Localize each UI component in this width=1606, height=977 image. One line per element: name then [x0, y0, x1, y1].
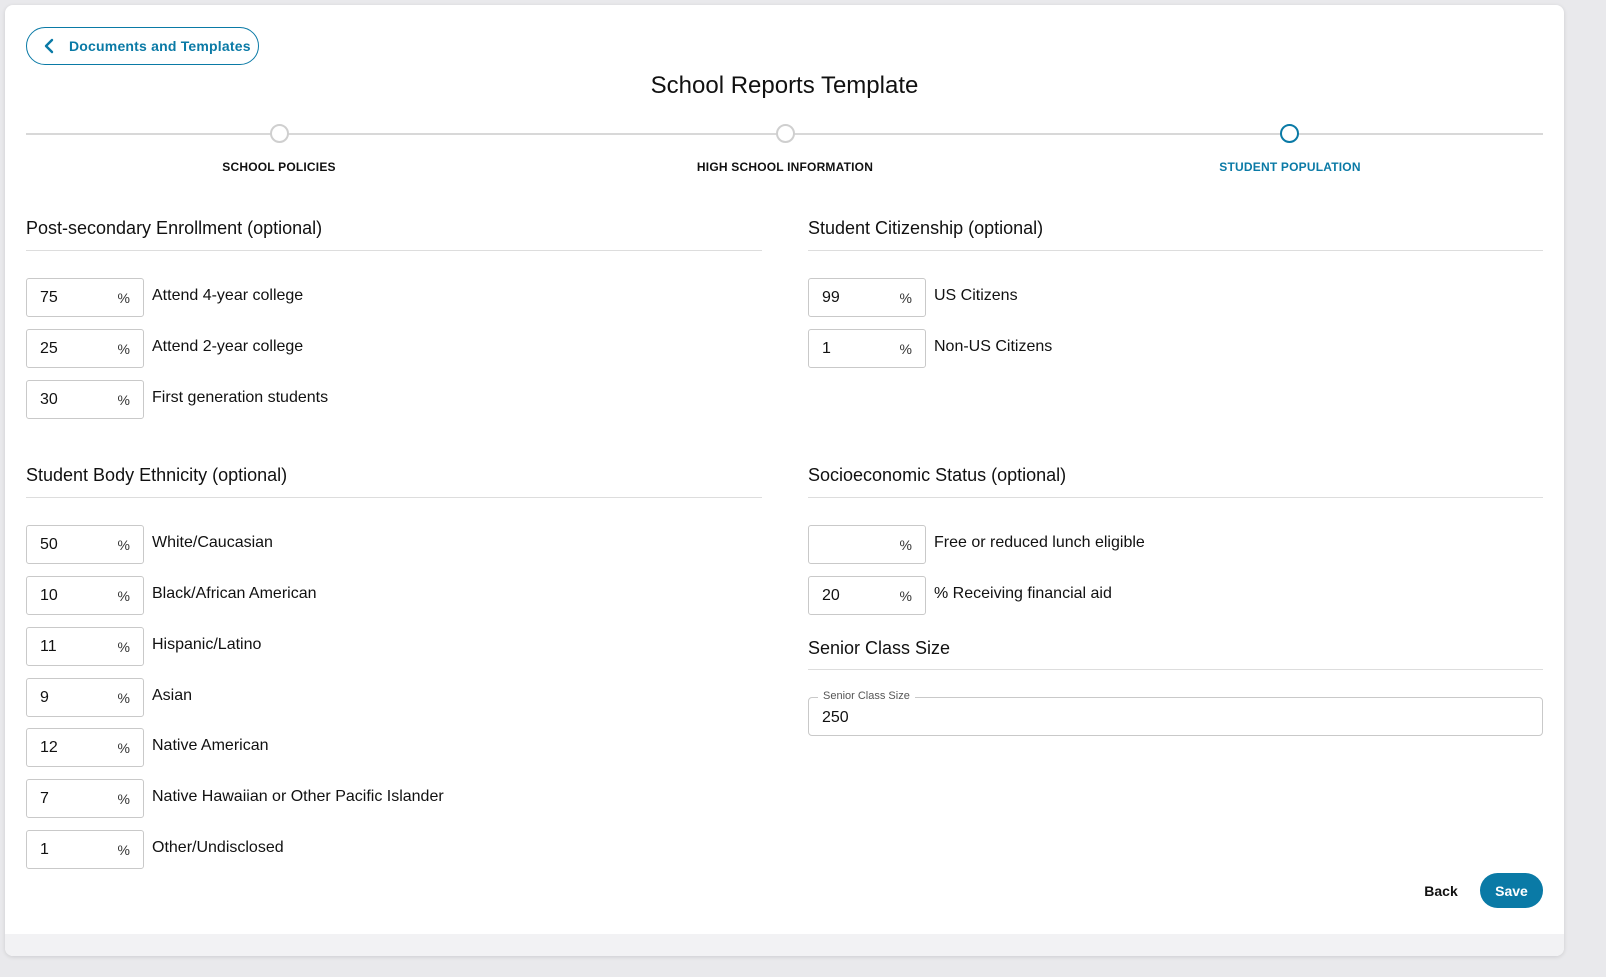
- other-undisclosed-input[interactable]: [26, 830, 144, 869]
- pct-row: [26, 779, 444, 818]
- percent-sign: %: [117, 340, 130, 357]
- back-link-label: Documents and Templates: [69, 38, 251, 54]
- socioeconomic-title: Socioeconomic Status (optional): [808, 465, 1067, 485]
- first-generation-input[interactable]: [26, 380, 144, 419]
- step-label-high-school-information[interactable]: HIGH SCHOOL INFORMATION: [696, 160, 874, 174]
- free-reduced-lunch-input[interactable]: [808, 525, 926, 564]
- percent-sign: %: [117, 536, 130, 553]
- percent-sign: %: [117, 587, 130, 604]
- row-label: Native Hawaiian or Other Pacific Islander: [152, 787, 444, 805]
- row-label: US Citizens: [934, 286, 1018, 304]
- pct-row: [26, 627, 261, 666]
- black-african-american-input[interactable]: [26, 576, 144, 615]
- senior-class-size-value: 250: [822, 709, 849, 726]
- pct-row: [26, 576, 317, 615]
- input-value: 1: [822, 339, 831, 357]
- white-caucasian-input[interactable]: [26, 525, 144, 564]
- row-label: Asian: [152, 686, 193, 704]
- input-value: 50: [40, 535, 58, 553]
- native-american-input[interactable]: [26, 728, 144, 767]
- row-label: Hispanic/Latino: [152, 635, 262, 653]
- row-label: % Receiving financial aid: [934, 584, 1112, 602]
- pct-row: [26, 525, 273, 564]
- post-secondary-title: Post-secondary Enrollment (optional): [26, 218, 323, 238]
- step-label-student-population[interactable]: STUDENT POPULATION: [1219, 160, 1361, 174]
- step-dot-student-population[interactable]: [1280, 124, 1299, 143]
- attend-4-year-input[interactable]: [26, 278, 144, 317]
- input-value: 1: [40, 840, 49, 858]
- input-value: 75: [40, 288, 58, 306]
- pct-row: [26, 278, 303, 317]
- percent-sign: %: [117, 638, 130, 655]
- citizenship-title: Student Citizenship (optional): [808, 218, 1044, 238]
- pct-row: [26, 678, 192, 717]
- input-value: 7: [40, 789, 49, 807]
- asian-input[interactable]: [26, 678, 144, 717]
- percent-sign: %: [899, 289, 912, 306]
- percent-sign: %: [899, 587, 912, 604]
- pct-row: [26, 830, 284, 869]
- row-label: Attend 4-year college: [152, 286, 304, 304]
- senior-class-title: Senior Class Size: [808, 638, 951, 658]
- pct-row: [26, 728, 269, 767]
- row-label: Native American: [152, 736, 269, 754]
- input-value: 9: [40, 688, 49, 706]
- save-button[interactable]: Save: [1480, 873, 1543, 908]
- attend-2-year-input[interactable]: [26, 329, 144, 368]
- non-us-citizens-input[interactable]: [808, 329, 926, 368]
- step-dot-high-school-information[interactable]: [776, 124, 795, 143]
- percent-sign: %: [117, 841, 130, 858]
- row-label: Free or reduced lunch eligible: [934, 533, 1145, 551]
- back-button[interactable]: Back: [1424, 883, 1458, 899]
- pct-row: [808, 278, 1018, 317]
- hispanic-latino-input[interactable]: [26, 627, 144, 666]
- percent-sign: %: [117, 790, 130, 807]
- row-label: Other/Undisclosed: [152, 838, 284, 856]
- input-value: 25: [40, 339, 58, 357]
- step-label-school-policies[interactable]: SCHOOL POLICIES: [222, 160, 336, 174]
- documents-and-templates-back-button[interactable]: [26, 27, 259, 65]
- ethnicity-title: Student Body Ethnicity (optional): [26, 465, 288, 485]
- pct-row: [26, 380, 328, 419]
- input-value: 10: [40, 586, 58, 604]
- card-footer-strip: [5, 934, 1564, 956]
- row-label: Non-US Citizens: [934, 337, 1053, 355]
- senior-class-size-input[interactable]: [808, 690, 1543, 736]
- percent-sign: %: [899, 340, 912, 357]
- page-title: School Reports Template: [650, 72, 919, 99]
- pct-row: [808, 576, 1112, 615]
- percent-sign: %: [117, 289, 130, 306]
- step-dot-school-policies[interactable]: [270, 124, 289, 143]
- row-label: Black/African American: [152, 584, 317, 602]
- senior-class-size-label: Senior Class Size: [818, 690, 915, 702]
- pct-row: [808, 329, 1052, 368]
- senior-class-divider: [808, 669, 1543, 670]
- native-hawaiian-input[interactable]: [26, 779, 144, 818]
- percent-sign: %: [117, 391, 130, 408]
- input-value: 12: [40, 738, 58, 756]
- pct-row: [26, 329, 303, 368]
- input-value: 11: [40, 637, 57, 655]
- chevron-left-icon: [41, 38, 57, 54]
- input-value: 99: [822, 288, 840, 306]
- percent-sign: %: [117, 739, 130, 756]
- socioeconomic-divider: [808, 497, 1543, 498]
- post-secondary-divider: [26, 250, 762, 251]
- percent-sign: %: [899, 536, 912, 553]
- row-label: First generation students: [152, 388, 329, 406]
- financial-aid-input[interactable]: [808, 576, 926, 615]
- us-citizens-input[interactable]: [808, 278, 926, 317]
- citizenship-divider: [808, 250, 1543, 251]
- ethnicity-divider: [26, 497, 762, 498]
- input-value: 30: [40, 390, 58, 408]
- pct-row: [808, 525, 1145, 564]
- row-label: White/Caucasian: [152, 533, 273, 551]
- row-label: Attend 2-year college: [152, 337, 304, 355]
- input-value: 20: [822, 586, 840, 604]
- percent-sign: %: [117, 689, 130, 706]
